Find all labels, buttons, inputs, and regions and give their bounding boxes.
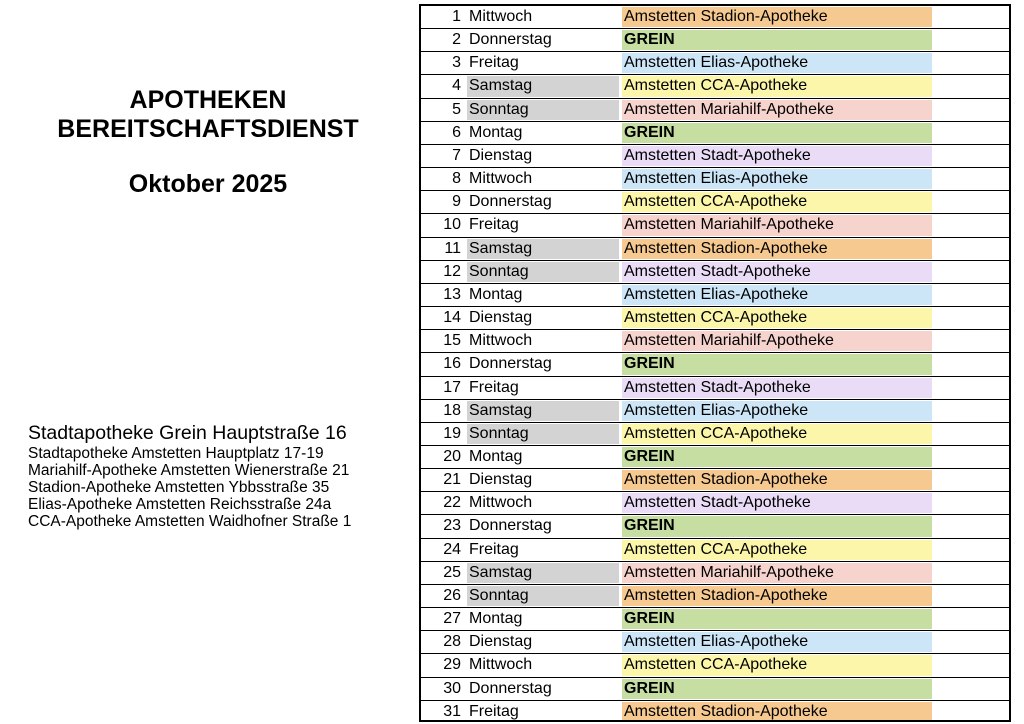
day-number: 4 — [452, 77, 461, 95]
weekday-cell: Samstag — [467, 401, 619, 421]
roster-row — [421, 284, 1009, 307]
address-item: Stadtapotheke Amstetten Hauptplatz 17-19 — [28, 445, 324, 462]
roster-row — [421, 654, 1009, 677]
pharmacy-cell: Amstetten Elias-Apotheke — [622, 632, 932, 652]
roster-row — [421, 238, 1009, 261]
roster-row — [421, 168, 1009, 191]
roster-row — [421, 469, 1009, 492]
weekday-cell: Freitag — [469, 702, 519, 720]
pharmacy-cell: Amstetten CCA-Apotheke — [622, 192, 932, 212]
roster-row — [421, 492, 1009, 515]
roster-row — [421, 539, 1009, 562]
roster-row — [421, 678, 1009, 701]
weekday-cell: Freitag — [469, 216, 519, 234]
roster-row — [421, 214, 1009, 237]
roster-row — [421, 75, 1009, 98]
day-number: 1 — [452, 8, 461, 25]
roster-row — [421, 562, 1009, 585]
day-number: 26 — [443, 586, 461, 604]
day-number: 27 — [443, 610, 461, 628]
roster-row — [421, 145, 1009, 168]
pharmacy-cell: Amstetten CCA-Apotheke — [622, 424, 932, 444]
roster-row — [421, 99, 1009, 122]
pharmacy-cell: Amstetten CCA-Apotheke — [622, 308, 932, 328]
weekday-cell: Donnerstag — [469, 679, 552, 697]
weekday-cell: Montag — [469, 447, 523, 465]
pharmacy-cell: Amstetten Stadion-Apotheke — [622, 702, 932, 722]
day-number: 5 — [452, 100, 461, 118]
pharmacy-cell: Amstetten Mariahilf-Apotheke — [622, 331, 932, 351]
page-title — [0, 86, 416, 199]
roster-row — [421, 6, 1009, 29]
day-number: 12 — [443, 262, 461, 280]
weekday-cell: Freitag — [469, 378, 519, 396]
roster-row — [421, 307, 1009, 330]
weekday-cell: Dienstag — [469, 146, 533, 164]
roster-row — [421, 29, 1009, 52]
roster-row — [421, 122, 1009, 145]
pharmacy-cell: Amstetten Stadion-Apotheke — [622, 470, 932, 490]
weekday-cell: Sonntag — [467, 586, 619, 606]
pharmacy-cell: Amstetten Stadion-Apotheke — [622, 239, 932, 259]
day-number: 22 — [443, 494, 461, 512]
pharmacy-cell: GREIN — [622, 609, 932, 629]
day-number: 24 — [443, 540, 461, 558]
roster-row — [421, 52, 1009, 75]
roster-row — [421, 261, 1009, 284]
weekday-cell: Mittwoch — [469, 656, 533, 674]
weekday-cell: Samstag — [467, 563, 619, 583]
title-line-2: BEREITSCHAFTSDIENST — [57, 115, 359, 143]
pharmacy-cell: Amstetten Elias-Apotheke — [622, 401, 932, 421]
weekday-cell: Freitag — [469, 54, 519, 72]
day-number: 20 — [443, 447, 461, 465]
weekday-cell: Dienstag — [469, 633, 533, 651]
pharmacy-cell: Amstetten Elias-Apotheke — [622, 169, 932, 189]
duty-roster-table — [419, 4, 1011, 722]
roster-row — [421, 423, 1009, 446]
weekday-cell: Dienstag — [469, 471, 533, 489]
weekday-cell: Freitag — [469, 540, 519, 558]
pharmacy-cell: Amstetten Stadt-Apotheke — [622, 493, 932, 513]
pharmacy-cell: GREIN — [622, 123, 932, 143]
day-number: 3 — [452, 54, 461, 72]
day-number: 19 — [443, 424, 461, 442]
day-number: 30 — [443, 679, 461, 697]
roster-row — [421, 585, 1009, 608]
roster-row — [421, 608, 1009, 631]
weekday-cell: Donnerstag — [469, 31, 552, 49]
weekday-cell: Montag — [469, 610, 523, 628]
pharmacy-cell: Amstetten Elias-Apotheke — [622, 285, 932, 305]
weekday-cell: Mittwoch — [469, 332, 533, 350]
day-number: 8 — [452, 170, 461, 188]
pharmacy-cell: Amstetten Elias-Apotheke — [622, 53, 932, 73]
roster-row — [421, 515, 1009, 538]
day-number: 11 — [444, 239, 461, 257]
title-line-1: APOTHEKEN — [129, 86, 287, 114]
day-number: 31 — [443, 702, 461, 720]
pharmacy-cell: Amstetten Stadion-Apotheke — [622, 586, 932, 606]
roster-row — [421, 191, 1009, 214]
day-number: 10 — [443, 216, 461, 234]
weekday-cell: Montag — [469, 123, 523, 141]
day-number: 14 — [443, 309, 461, 327]
roster-row — [421, 446, 1009, 469]
roster-row — [421, 631, 1009, 654]
roster-row — [421, 701, 1009, 722]
pharmacy-address-list — [28, 421, 408, 530]
day-number: 9 — [452, 193, 461, 211]
address-main: Stadtapotheke Grein Hauptstraße 16 — [28, 422, 347, 444]
weekday-cell: Donnerstag — [469, 193, 552, 211]
address-item: CCA-Apotheke Amstetten Waidhofner Straße 1 — [28, 513, 352, 530]
pharmacy-cell: Amstetten Mariahilf-Apotheke — [622, 215, 932, 235]
day-number: 21 — [443, 471, 461, 489]
pharmacy-cell: GREIN — [622, 354, 932, 374]
weekday-cell: Mittwoch — [469, 494, 533, 512]
weekday-cell: Sonntag — [467, 424, 619, 444]
roster-row — [421, 377, 1009, 400]
weekday-cell: Mittwoch — [469, 170, 533, 188]
weekday-cell: Mittwoch — [469, 8, 533, 25]
roster-row — [421, 353, 1009, 376]
pharmacy-cell: Amstetten CCA-Apotheke — [622, 76, 932, 96]
pharmacy-cell: Amstetten Stadt-Apotheke — [622, 378, 932, 398]
day-number: 13 — [443, 285, 461, 303]
day-number: 7 — [452, 146, 461, 164]
day-number: 15 — [443, 332, 461, 350]
pharmacy-cell: GREIN — [622, 30, 932, 50]
pharmacy-cell: Amstetten Mariahilf-Apotheke — [622, 563, 932, 583]
day-number: 28 — [443, 633, 461, 651]
weekday-cell: Sonntag — [467, 100, 619, 120]
weekday-cell: Donnerstag — [469, 517, 552, 535]
day-number: 23 — [443, 517, 461, 535]
roster-row — [421, 400, 1009, 423]
day-number: 16 — [443, 355, 461, 373]
day-number: 6 — [452, 123, 461, 141]
pharmacy-cell: GREIN — [622, 516, 932, 536]
pharmacy-cell: Amstetten Stadt-Apotheke — [622, 146, 932, 166]
day-number: 2 — [452, 31, 461, 49]
pharmacy-cell: Amstetten CCA-Apotheke — [622, 655, 932, 675]
weekday-cell: Donnerstag — [469, 355, 552, 373]
pharmacy-cell: Amstetten Stadt-Apotheke — [622, 262, 932, 282]
weekday-cell: Sonntag — [467, 262, 619, 282]
weekday-cell: Dienstag — [469, 309, 533, 327]
weekday-cell: Samstag — [467, 76, 619, 96]
day-number: 25 — [443, 563, 461, 581]
address-item: Stadion-Apotheke Amstetten Ybbsstraße 35 — [28, 479, 330, 496]
day-number: 17 — [443, 378, 461, 396]
address-item: Elias-Apotheke Amstetten Reichsstraße 24a — [28, 496, 332, 513]
roster-row — [421, 330, 1009, 353]
day-number: 29 — [443, 656, 461, 674]
pharmacy-cell: GREIN — [622, 447, 932, 467]
pharmacy-cell: GREIN — [622, 679, 932, 699]
weekday-cell: Montag — [469, 285, 523, 303]
pharmacy-cell: Amstetten Mariahilf-Apotheke — [622, 100, 932, 120]
address-item: Mariahilf-Apotheke Amstetten Wienerstraße 21 — [28, 462, 350, 479]
day-number: 18 — [443, 401, 461, 419]
pharmacy-cell: Amstetten Stadion-Apotheke — [622, 7, 932, 27]
weekday-cell: Samstag — [467, 239, 619, 259]
title-month: Oktober 2025 — [128, 170, 288, 198]
pharmacy-cell: Amstetten CCA-Apotheke — [622, 540, 932, 560]
